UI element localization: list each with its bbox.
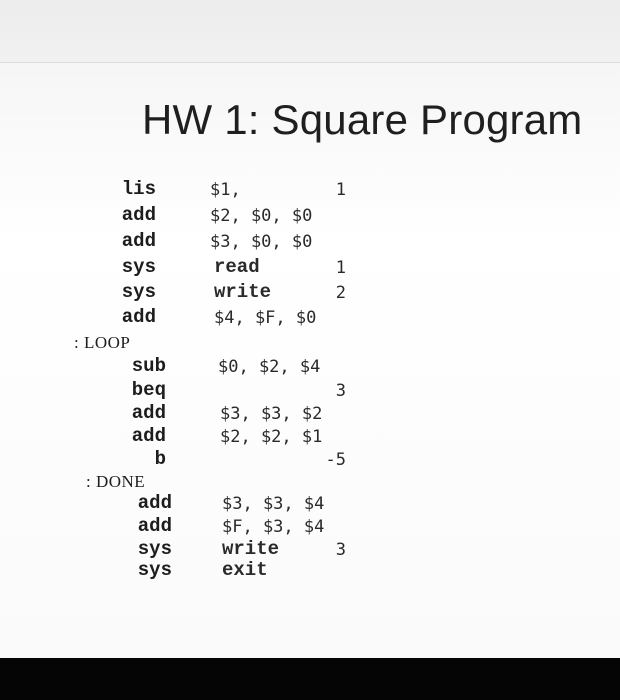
instruction-args: $2, $0, $0 [210,206,313,226]
instruction-immediate: 1 [335,258,346,278]
instruction-op: add [137,492,172,514]
instruction-args: $F, $3, $4 [222,517,325,537]
instruction-op: sub [131,355,166,377]
background-top-band [0,0,620,62]
bottom-bezel [0,658,620,700]
instruction-immediate: 2 [335,283,346,303]
instruction-op: sys [121,281,156,303]
instruction-op: add [121,204,156,226]
instruction-op: add [131,402,166,424]
instruction-args: write [222,538,280,560]
instruction-op: add [137,515,172,537]
instruction-args: $1, [210,180,241,200]
instruction-immediate: -5 [325,450,346,470]
instruction-args: read [214,256,260,278]
instruction-args: $4, $F, $0 [214,308,317,328]
instruction-op: sys [121,256,156,278]
instruction-op: add [121,306,156,328]
slide-title: HW 1: Square Program [142,96,583,143]
instruction-op: b [154,448,166,470]
instruction-op: sys [137,559,172,581]
instruction-immediate: 1 [335,180,346,200]
instruction-op: sys [137,538,172,560]
instruction-immediate: 3 [335,381,346,401]
instruction-op: add [131,425,166,447]
instruction-args: $3, $3, $2 [220,404,323,424]
instruction-args: $2, $2, $1 [220,427,323,447]
instruction-op: lis [121,178,156,200]
instruction-op: add [121,230,156,252]
instruction-args: $3, $3, $4 [222,494,325,514]
instruction-args: $0, $2, $4 [218,357,321,377]
instruction-op: beq [131,379,166,401]
instruction-args: exit [222,559,268,581]
instruction-immediate: 3 [335,540,346,560]
instruction-args: write [214,281,272,303]
instruction-args: $3, $0, $0 [210,232,313,252]
loop-label: : LOOP [74,333,131,352]
done-label: : DONE [86,472,146,491]
